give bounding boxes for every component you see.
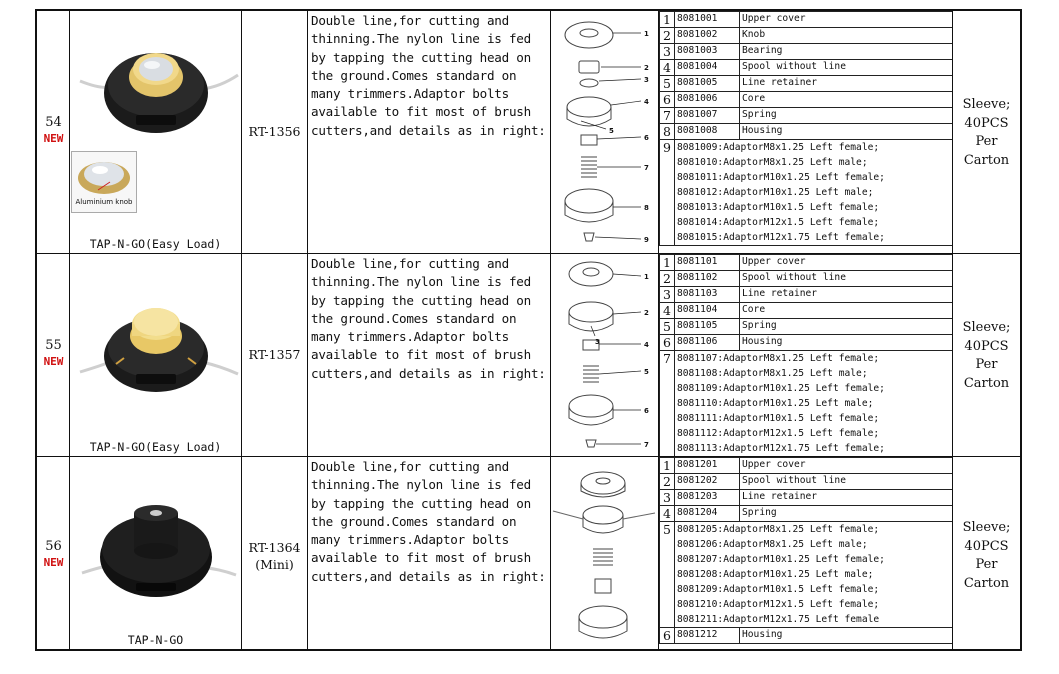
diagram-label-6: 6 bbox=[644, 134, 649, 142]
packing-line: Sleeve; bbox=[962, 97, 1011, 112]
diagram-label-7: 7 bbox=[644, 164, 649, 172]
table-row: 3 8081203 Line retainer bbox=[660, 490, 953, 506]
product-description: Double line,for cutting and thinning.The nylon line is fed by tapping the cutting head on the ground.Comes standard on many trimmers.Adaptor bolts available to fit most of brush cutters,and details as in right: bbox=[311, 256, 546, 381]
exploded-parts-diagram bbox=[551, 11, 659, 253]
adaptor-line: 8081109:AdaptorM10x1.25 Left female; bbox=[677, 383, 885, 394]
packing-line: Carton bbox=[963, 152, 1010, 168]
parts-list-cell bbox=[659, 11, 953, 253]
product-name: TAP-N-GO(Easy Load) bbox=[89, 237, 222, 251]
model-cell bbox=[242, 457, 308, 649]
table-row: 3 8081003 Bearing bbox=[660, 44, 953, 60]
packing-line: Per bbox=[975, 557, 998, 572]
diagram-label-6: 6 bbox=[644, 407, 649, 415]
adaptor-line: 8081110:AdaptorM10x1.25 Left male; bbox=[677, 398, 874, 409]
adaptor-line: 8081210:AdaptorM12x1.5 Left female; bbox=[677, 599, 880, 610]
packing-line: 40PCS bbox=[964, 338, 1009, 354]
product-row-54 bbox=[37, 11, 1020, 254]
diagram-label-3: 3 bbox=[644, 76, 649, 84]
diagram-label-2: 2 bbox=[644, 309, 649, 317]
new-badge: NEW bbox=[43, 556, 64, 569]
packing-cell bbox=[953, 457, 1020, 649]
item-number: 56 bbox=[45, 539, 62, 554]
adaptor-line: 8081207:AdaptorM10x1.25 Left female; bbox=[677, 554, 885, 565]
table-row: 1 8081101 Upper cover bbox=[660, 255, 953, 271]
table-row: 4 8081204 Spring bbox=[660, 506, 953, 522]
model-cell bbox=[242, 254, 308, 456]
adaptor-line: 8081015:AdaptorM12x1.75 Left female; bbox=[677, 232, 885, 243]
new-badge: NEW bbox=[43, 355, 64, 368]
diagram-label-8: 8 bbox=[644, 204, 649, 212]
diagram-label-5: 5 bbox=[609, 127, 614, 135]
model-number: RT-1356 bbox=[248, 124, 301, 139]
table-row: 5 8081105 Spring bbox=[660, 319, 953, 335]
product-name: TAP-N-GO(Easy Load) bbox=[89, 440, 222, 454]
packing-cell bbox=[953, 11, 1020, 253]
table-row: 1 8081001 Upper cover bbox=[660, 12, 953, 28]
aluminium-knob-inset bbox=[71, 151, 137, 213]
table-row: 2 8081102 Spool without line bbox=[660, 271, 953, 287]
table-row: 8 8081008 Housing bbox=[660, 124, 953, 140]
product-image-cell bbox=[70, 457, 242, 649]
table-row: 4 8081004 Spool without line bbox=[660, 60, 953, 76]
product-row-56 bbox=[37, 457, 1020, 649]
packing-cell bbox=[953, 254, 1020, 456]
diagram-label-7: 7 bbox=[644, 441, 649, 449]
diagram-label-1: 1 bbox=[644, 30, 649, 38]
item-number-cell bbox=[37, 457, 70, 649]
packing-line: Per bbox=[975, 357, 998, 372]
trimmer-head-photo bbox=[70, 254, 242, 434]
adaptor-line: 8081011:AdaptorM10x1.25 Left female; bbox=[677, 172, 885, 183]
diagram-label-1: 1 bbox=[644, 273, 649, 281]
parts-table bbox=[659, 457, 953, 644]
adaptor-line: 8081010:AdaptorM8x1.25 Left male; bbox=[677, 157, 868, 168]
product-description: Double line,for cutting and thinning.The nylon line is fed by tapping the cutting head on the ground.Comes standard on many trimmers.Adaptor bolts available to fit most of brush cutters,and details as in right: bbox=[311, 13, 546, 138]
product-image-cell bbox=[70, 11, 242, 253]
adaptor-line: 8081211:AdaptorM12x1.75 Left female bbox=[677, 614, 880, 625]
table-row: 1 8081201 Upper cover bbox=[660, 458, 953, 474]
table-row: 6 8081212 Housing bbox=[660, 628, 953, 644]
diagram-label-2: 2 bbox=[644, 64, 649, 72]
model-number: RT-1364 bbox=[248, 540, 301, 555]
adaptor-line: 8081013:AdaptorM10x1.5 Left female; bbox=[677, 202, 880, 213]
packing-line: Per bbox=[975, 134, 998, 149]
adaptor-line: 8081107:AdaptorM8x1.25 Left female; bbox=[677, 353, 880, 364]
packing-line: Sleeve; bbox=[962, 320, 1011, 335]
table-row: 7 8081007 Spring bbox=[660, 108, 953, 124]
description-cell bbox=[308, 11, 551, 253]
diagram-label-5: 5 bbox=[644, 368, 649, 376]
diagram-label-9: 9 bbox=[644, 236, 649, 244]
exploded-parts-diagram bbox=[551, 254, 659, 456]
table-row: 2 8081202 Spool without line bbox=[660, 474, 953, 490]
trimmer-head-photo bbox=[70, 457, 242, 627]
product-image-cell bbox=[70, 254, 242, 456]
adaptor-row: 7 8081107:AdaptorM8x1.25 Left female; 8081108:AdaptorM8x1.25 Left male; 8081109:AdaptorM10x1.25 Left female; 8081110:AdaptorM10x1.25 Left male; 8081111:AdaptorM10x1.5 Left female; 8081112:AdaptorM12x1.5 Left female; 8081113:AdaptorM12x1.75 Left female; bbox=[660, 351, 953, 457]
description-cell bbox=[308, 254, 551, 456]
table-row: 5 8081005 Line retainer bbox=[660, 76, 953, 92]
packing-line: 40PCS bbox=[964, 115, 1009, 131]
parts-list-cell bbox=[659, 457, 953, 649]
model-variant: (Mini) bbox=[255, 557, 294, 572]
exploded-parts-diagram bbox=[551, 457, 659, 649]
table-row: 2 8081002 Knob bbox=[660, 28, 953, 44]
adaptor-line: 8081108:AdaptorM8x1.25 Left male; bbox=[677, 368, 868, 379]
description-cell bbox=[308, 457, 551, 649]
parts-list-cell bbox=[659, 254, 953, 456]
diagram-label-3: 3 bbox=[595, 338, 600, 346]
packing-line: Carton bbox=[963, 375, 1010, 391]
aluminium-knob-icon bbox=[72, 152, 136, 198]
new-badge: NEW bbox=[43, 132, 64, 145]
model-number: RT-1357 bbox=[248, 347, 301, 362]
product-catalog-sheet bbox=[35, 9, 1022, 651]
item-number-cell bbox=[37, 254, 70, 456]
item-number: 54 bbox=[45, 115, 62, 130]
exploded-diagram-cell bbox=[551, 11, 659, 253]
product-row-55 bbox=[37, 254, 1020, 457]
table-row: 6 8081106 Housing bbox=[660, 335, 953, 351]
product-description: Double line,for cutting and thinning.The nylon line is fed by tapping the cutting head on the ground.Comes standard on many trimmers.Adaptor bolts available to fit most of brush cutters,and details as in right: bbox=[311, 459, 546, 584]
packing-line: Carton bbox=[963, 575, 1010, 591]
table-row: 6 8081006 Core bbox=[660, 92, 953, 108]
exploded-diagram-cell bbox=[551, 254, 659, 456]
adaptor-line: 8081205:AdaptorM8x1.25 Left female; bbox=[677, 524, 880, 535]
item-number: 55 bbox=[45, 338, 62, 353]
product-name: TAP-N-GO bbox=[127, 633, 184, 647]
adaptor-line: 8081112:AdaptorM12x1.5 Left female; bbox=[677, 428, 880, 439]
adaptor-line: 8081111:AdaptorM10x1.5 Left female; bbox=[677, 413, 880, 424]
packing-line: Sleeve; bbox=[962, 520, 1011, 535]
diagram-label-4: 4 bbox=[644, 341, 649, 349]
adaptor-line: 8081113:AdaptorM12x1.75 Left female; bbox=[677, 443, 885, 454]
adaptor-row: 5 8081205:AdaptorM8x1.25 Left female; 8081206:AdaptorM8x1.25 Left male; 8081207:AdaptorM10x1.25 Left female; 8081208:AdaptorM10x1.25 Left male; 8081209:AdaptorM10x1.5 Left female; 8081210:AdaptorM12x1.5 Left female; 8081211:AdaptorM12x1.75 Left female bbox=[660, 522, 953, 628]
adaptor-line: 8081014:AdaptorM12x1.5 Left female; bbox=[677, 217, 880, 228]
item-number-cell bbox=[37, 11, 70, 253]
parts-table bbox=[659, 11, 953, 246]
adaptor-line: 8081009:AdaptorM8x1.25 Left female; bbox=[677, 142, 880, 153]
table-row: 4 8081104 Core bbox=[660, 303, 953, 319]
exploded-diagram-cell bbox=[551, 457, 659, 649]
model-cell bbox=[242, 11, 308, 253]
parts-table bbox=[659, 254, 953, 456]
diagram-label-4: 4 bbox=[644, 98, 649, 106]
table-row: 3 8081103 Line retainer bbox=[660, 287, 953, 303]
packing-line: 40PCS bbox=[964, 538, 1009, 554]
adaptor-line: 8081012:AdaptorM10x1.25 Left male; bbox=[677, 187, 874, 198]
adaptor-line: 8081209:AdaptorM10x1.5 Left female; bbox=[677, 584, 880, 595]
adaptor-line: 8081206:AdaptorM8x1.25 Left male; bbox=[677, 539, 868, 550]
adaptor-line: 8081208:AdaptorM10x1.25 Left male; bbox=[677, 569, 874, 580]
inset-label: Aluminium knob bbox=[75, 198, 133, 206]
adaptor-row: 9 8081009:AdaptorM8x1.25 Left female; 8081010:AdaptorM8x1.25 Left male; 8081011:AdaptorM10x1.25 Left female; 8081012:AdaptorM10x1.25 Left male; 8081013:AdaptorM10x1.5 Left female; 8081014:AdaptorM12x1.5 Left female; 8081015:AdaptorM12x1.75 Left female; bbox=[660, 140, 953, 246]
